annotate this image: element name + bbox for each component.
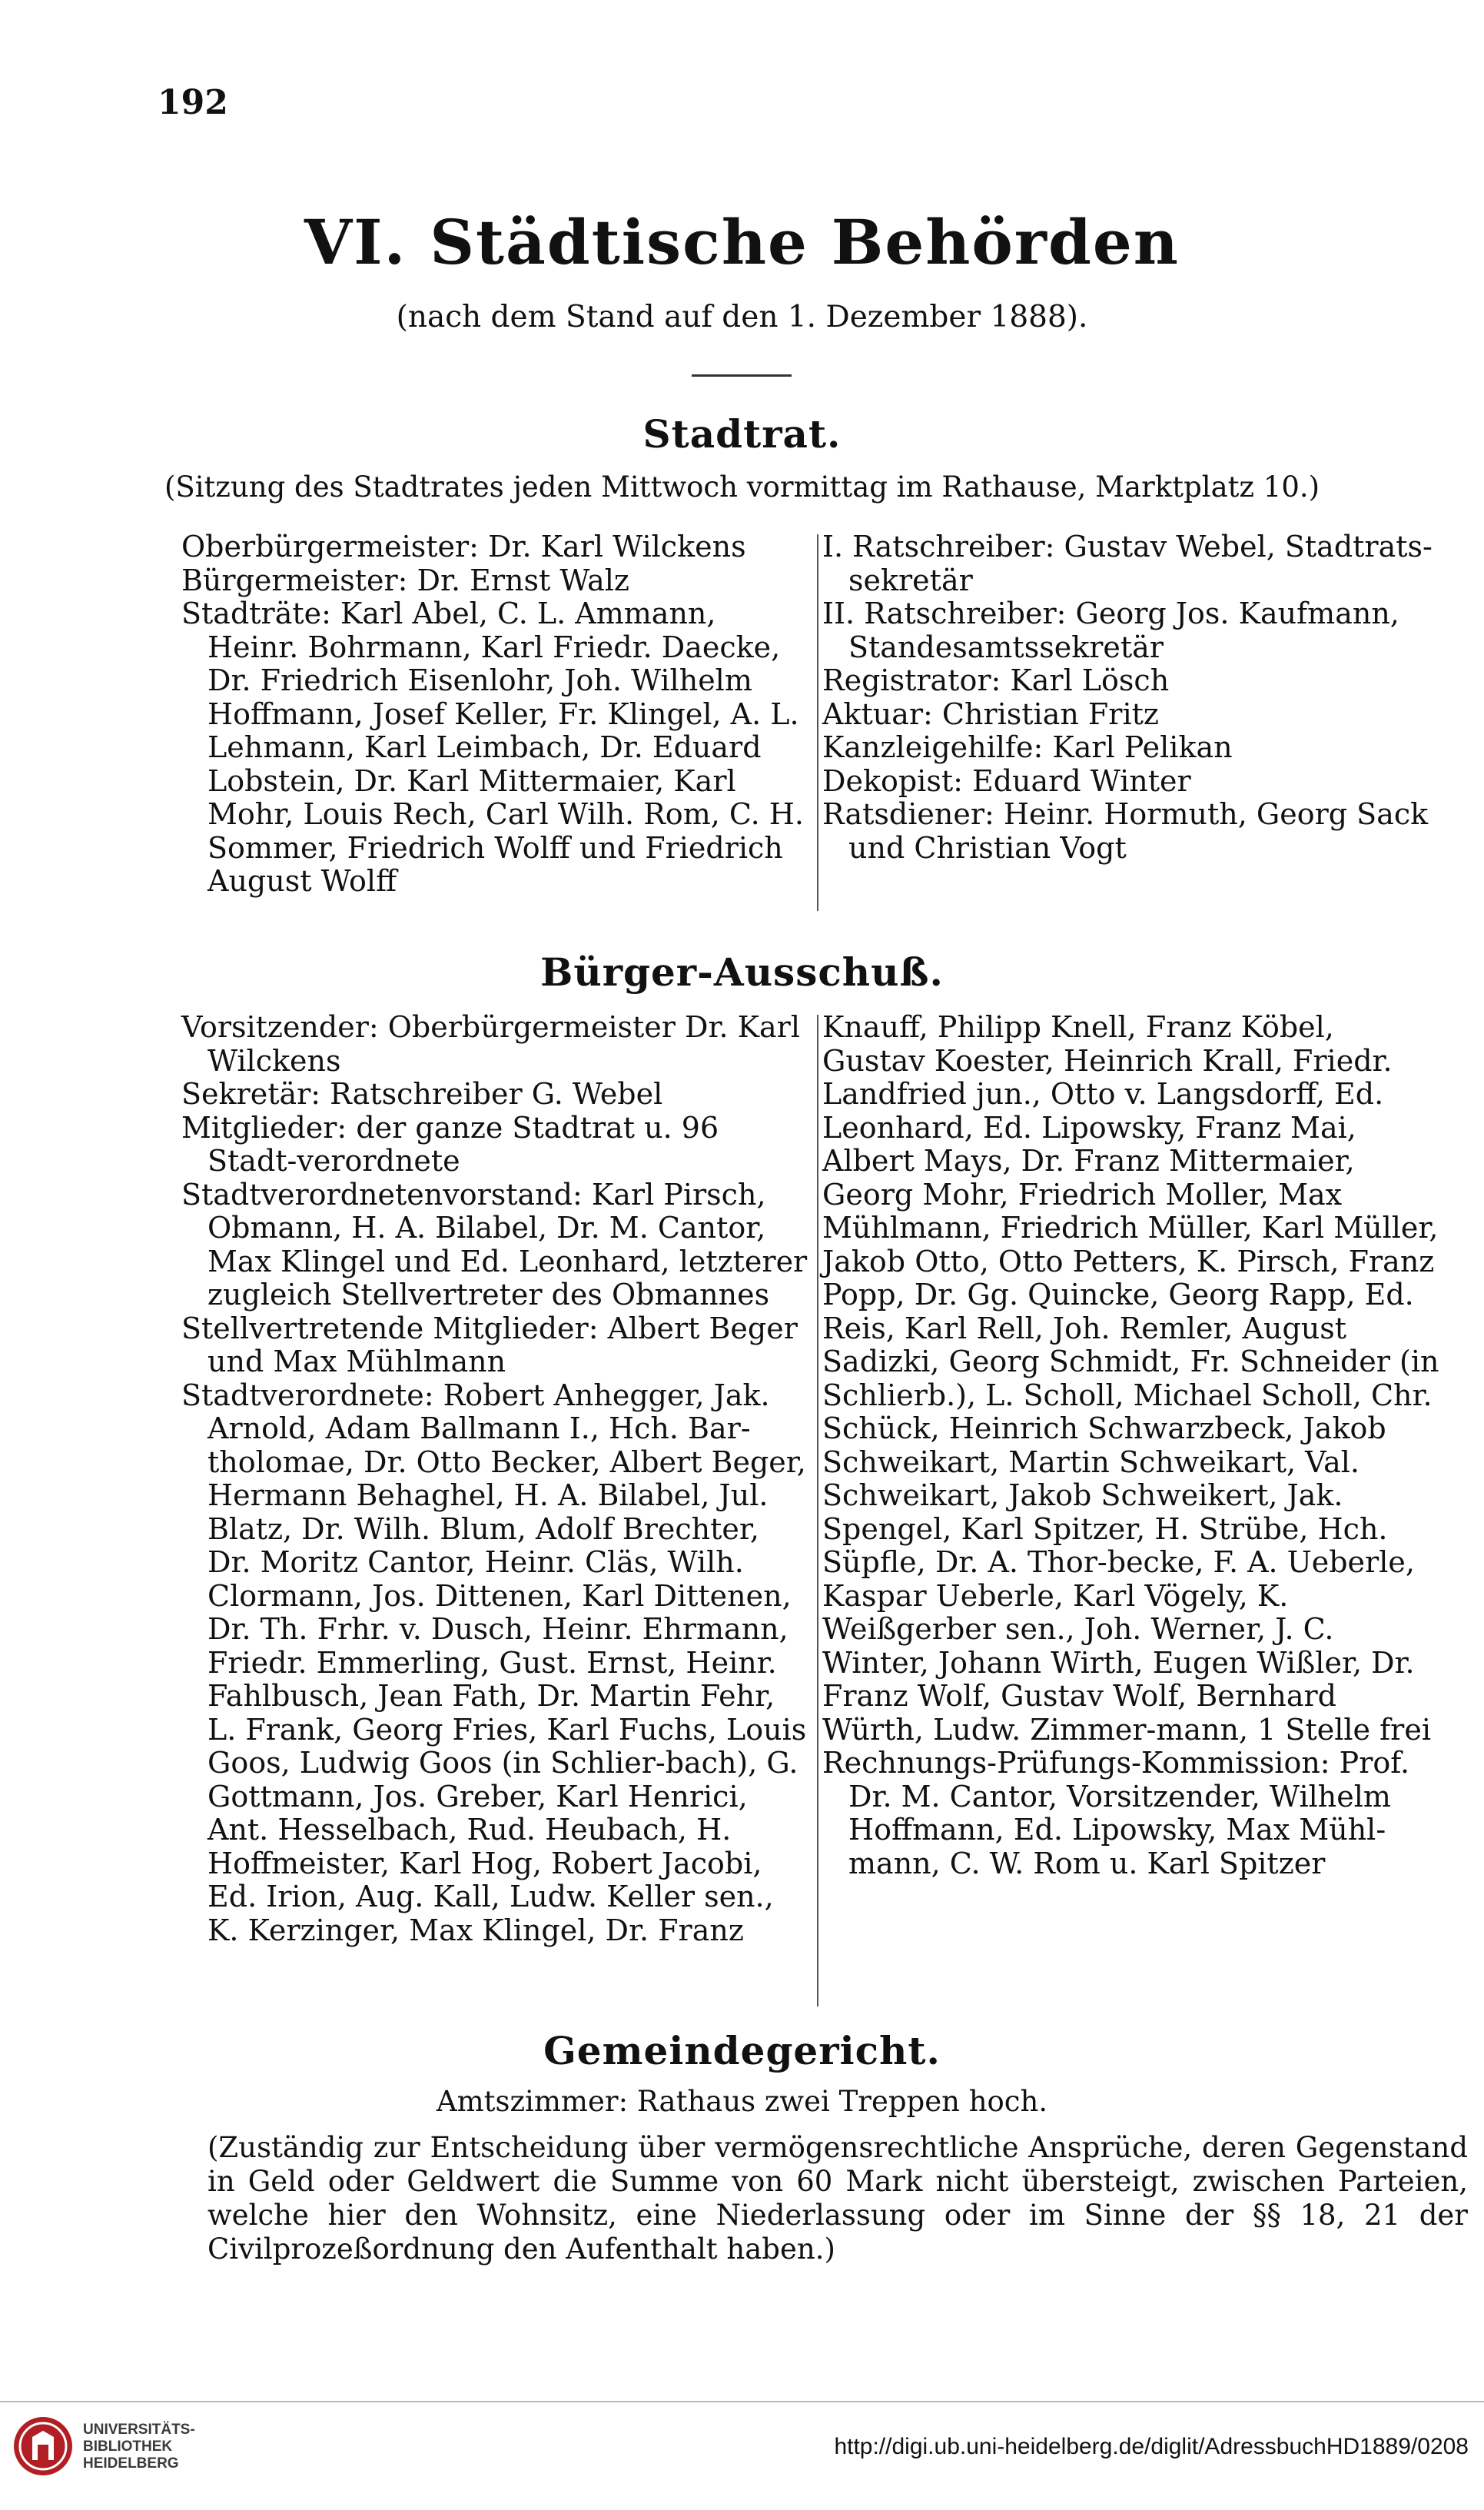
stadtrat-heading: Stadtrat.	[642, 411, 842, 457]
stadtrat-entry: Bürgermeister: Dr. Ernst Walz	[181, 563, 629, 597]
buergerausschuss-entry: Knauff, Philipp Knell, Franz Köbel, Gustav Koester, Heinrich Krall, Friedr. Landfried jun., Otto v. Langsdorff, Ed. Leonhard, Ed. Lipowsky, Franz Mai, Albert Mays, Dr. Franz Mittermaier, Georg Mohr, Friedrich Moller, Max Mühlmann, Friedrich Müller, Karl Müller, Jakob Otto, Otto Petters, K. Pirsch, Franz Popp, Dr. Gg. Quincke, Georg Rapp, Ed. Reis, Karl Rell, Joh. Remler, August Sadizki, Georg Schmidt, Fr. Schneider (in Schlierb.), L. Scholl, Michael Scholl, Chr. Schück, Heinrich Schwarzbeck, Jakob Schweikart, Martin Schweikart, Val. Schweikart, Jakob Schweikert, Jak. Spengel, Karl Spitzer, H. Strübe, Hch. Süpfle, Dr. A. Thor-becke, F. A. Ueberle, Kaspar Ueberle, Karl Vögely, K. Weißgerber sen., Joh. Werner, J. C. Winter, Johann Wirth, Eugen Wißler, Dr. Franz Wolf, Gustav Wolf, Bernhard Würth, Ludw. Zimmer-mann, 1 Stelle frei	[822, 1010, 1439, 1747]
buergerausschuss-entry: Stellvertretende Mitglieder: Albert Beger und Max Mühlmann	[181, 1311, 798, 1378]
stadtrat-entry: Kanzleigehilfe: Karl Pelikan	[822, 730, 1233, 764]
buergerausschuss-entry: Rechnungs-Prüfungs-Kommission: Prof. Dr. M. Cantor, Vorsitzender, Wilhelm Hoffmann, Ed. Lipowsky, Max Mühl-mann, C. W. Rom u. Karl Spitzer	[822, 1746, 1410, 1880]
gemeindegericht-heading: Gemeindegericht.	[543, 2028, 941, 2073]
page-number: 192	[158, 83, 228, 122]
library-name	[83, 2422, 195, 2472]
column-divider	[817, 534, 818, 911]
library-logo-icon	[12, 2414, 74, 2478]
stadtrat-left-column	[181, 530, 812, 899]
footer-divider	[0, 2401, 1484, 2402]
column-divider	[817, 1015, 818, 2006]
stadtrat-entry: II. Ratschreiber: Georg Jos. Kaufmann, Standesamtssekretär	[822, 597, 1399, 664]
gemeindegericht-text: (Zuständig zur Entscheidung über vermögensrechtliche Ansprüche, deren Gegenstand in Geld oder Geldwert die Summe von 60 Mark nicht übersteigt, zwischen Parteien, welche hier den Wohnsitz, eine Niederlassung oder im Sinne der §§ 18, 21 der Civilprozeßordnung den Aufenthalt haben.)	[207, 2131, 1468, 2266]
stadtrat-entry: Aktuar: Christian Fritz	[822, 696, 1159, 731]
stadtrat-right-column	[822, 530, 1443, 865]
buergerausschuss-entry: Vorsitzender: Oberbürgermeister Dr. Karl Wilckens	[181, 1010, 800, 1078]
buergerausschuss-entry: Stadtverordnete: Robert Anhegger, Jak. Arnold, Adam Ballmann I., Hch. Bar-tholomae, Dr. Otto Becker, Albert Beger, Hermann Behaghel, H. A. Bilabel, Jul. Blatz, Dr. Wilh. Blum, Adolf Brechter, Dr. Moritz Cantor, Heinr. Cläs, Wilh. Clormann, Jos. Dittenen, Karl Dittenen, Dr. Th. Frhr. v. Dusch, Heinr. Ehrmann, Friedr. Emmerling, Gust. Ernst, Heinr. Fahlbusch, Jean Fath, Dr. Martin Fehr, L. Frank, Georg Fries, Karl Fuchs, Louis Goos, Ludwig Goos (in Schlier-bach), G. Gottmann, Jos. Greber, Karl Henrici, Ant. Hesselbach, Rud. Heubach, H. Hoffmeister, Karl Hog, Robert Jacobi, Ed. Irion, Aug. Kall, Ludw. Keller sen., K. Kerzinger, Max Klingel, Dr. Franz	[181, 1378, 807, 1947]
stadtrat-entry: Stadträte: Karl Abel, C. L. Ammann, Heinr. Bohrmann, Karl Friedr. Daecke, Dr. Friedrich Eisenlohr, Joh. Wilhelm Hoffmann, Josef Keller, Fr. Klingel, A. L. Lehmann, Karl Leimbach, Dr. Eduard Lobstein, Dr. Karl Mittermaier, Karl Mohr, Louis Rech, Carl Wilh. Rom, C. H. Sommer, Friedrich Wolff und Friedrich August Wolff	[181, 597, 804, 898]
buergerausschuss-entry: Mitglieder: der ganze Stadtrat u. 96 Stadt-verordnete	[181, 1110, 719, 1178]
buergerausschuss-left-column	[181, 1011, 812, 1947]
stadtrat-entry: Oberbürgermeister: Dr. Karl Wilckens	[181, 530, 746, 564]
title-divider	[692, 374, 792, 377]
buergerausschuss-entry: Sekretär: Ratschreiber G. Webel	[181, 1077, 663, 1111]
library-name-line: HEIDELBERG	[83, 2455, 179, 2472]
buergerausschuss-right-column	[822, 1011, 1443, 1880]
library-name-line: UNIVERSITÄTS-	[83, 2422, 195, 2438]
buergerausschuss-heading: Bürger-Ausschuß.	[540, 949, 944, 995]
stadtrat-entry: I. Ratschreiber: Gustav Webel, Stadtrats-sekretär	[822, 530, 1433, 597]
chapter-title: VI. Städtische Behörden	[304, 206, 1180, 278]
stadtrat-entry: Registrator: Karl Lösch	[822, 663, 1170, 697]
gemeindegericht-location: Amtszimmer: Rathaus zwei Treppen hoch.	[436, 2085, 1048, 2118]
buergerausschuss-entry: Stadtverordnetenvorstand: Karl Pirsch, Obmann, H. A. Bilabel, Dr. M. Cantor, Max Klingel und Ed. Leonhard, letzterer zugleich Stellvertreter des Obmannes	[181, 1177, 808, 1312]
library-name-line: BIBLIOTHEK	[83, 2439, 173, 2455]
stadtrat-entry: Ratsdiener: Heinr. Hormuth, Georg Sack und Christian Vogt	[822, 797, 1429, 865]
stadtrat-note: (Sitzung des Stadtrates jeden Mittwoch vormittag im Rathause, Marktplatz 10.)	[164, 470, 1320, 504]
source-url-link[interactable]: http://digi.ub.uni-heidelberg.de/diglit/AdressbuchHD1889/0208	[834, 2434, 1469, 2459]
stadtrat-entry: Dekopist: Eduard Winter	[822, 763, 1191, 798]
chapter-subtitle: (nach dem Stand auf den 1. Dezember 1888).	[396, 300, 1088, 334]
